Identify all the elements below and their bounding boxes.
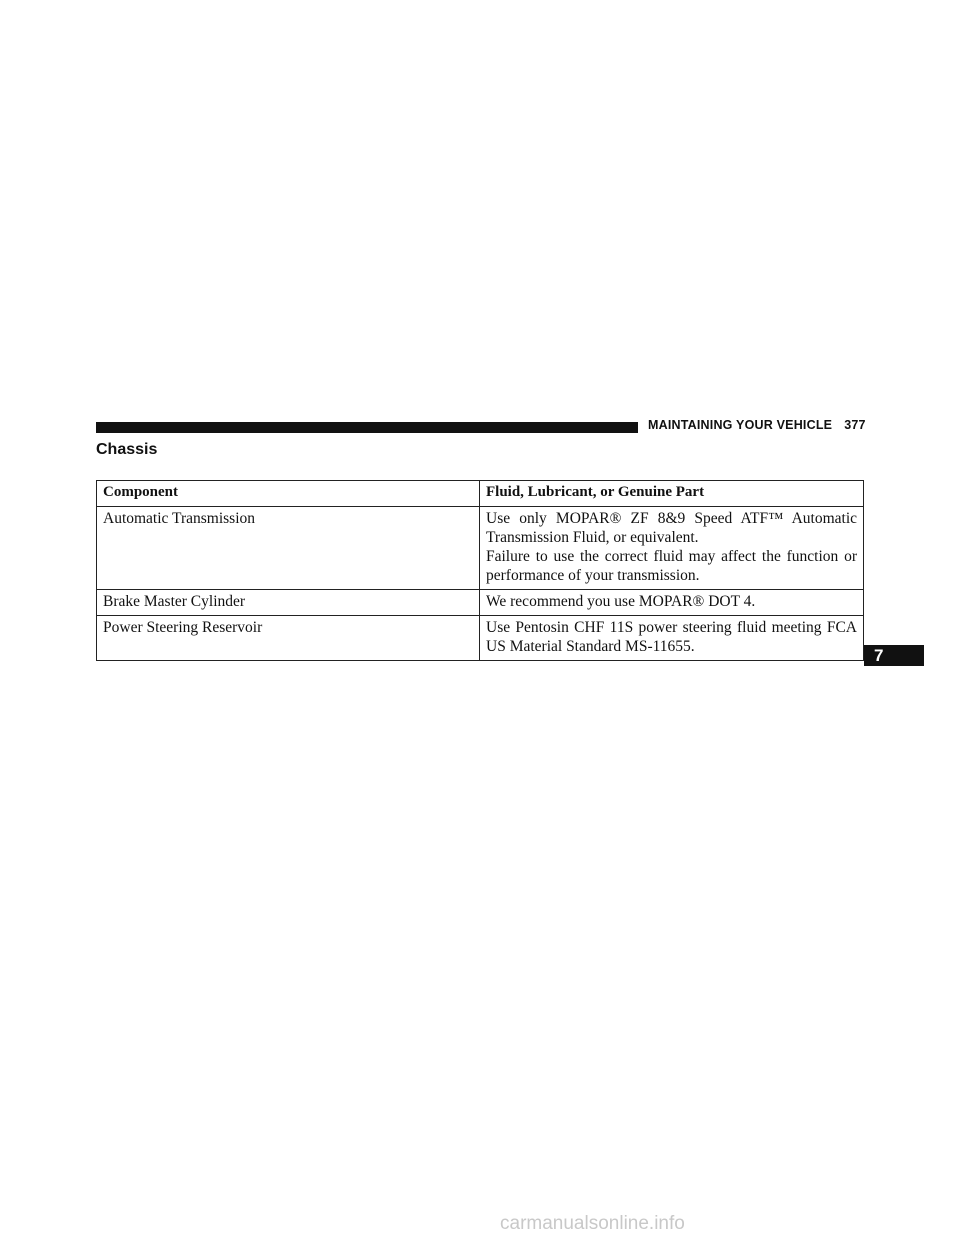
table-row [97,507,864,590]
fluid-cell [480,590,864,616]
fluid-text: Use Pentosin CHF 11S power steering fluid meeting FCA US Material Standard MS-11655. [486,619,857,655]
table-row [97,616,864,661]
fluid-text: We recommend you use MOPAR® DOT 4. [486,593,756,610]
component-cell: Power Steering Reservoir [97,616,480,661]
chapter-tab: 7 [864,645,924,666]
fluid-note: Failure to use the correct fluid may affect the function or performance of your transmission. [486,548,857,584]
running-header [648,418,866,432]
component-cell: Brake Master Cylinder [97,590,480,616]
fluid-text: Use only MOPAR® ZF 8&9 Speed ATF™ Automatic Transmission Fluid, or equivalent. [486,510,857,546]
table-row [97,590,864,616]
header-rule [96,422,638,433]
section-title: Chassis [96,441,158,458]
column-header-fluid: Fluid, Lubricant, or Genuine Part [480,481,864,507]
fluids-table [96,480,864,661]
component-cell: Automatic Transmission [97,507,480,590]
table-header-row [97,481,864,507]
header-title: MAINTAINING YOUR VEHICLE [648,418,833,432]
column-header-component: Component [97,481,480,507]
fluid-cell [480,507,864,590]
footer-watermark: carmanualsonline.info [500,1213,685,1234]
fluid-cell [480,616,864,661]
page-number: 377 [844,418,866,432]
